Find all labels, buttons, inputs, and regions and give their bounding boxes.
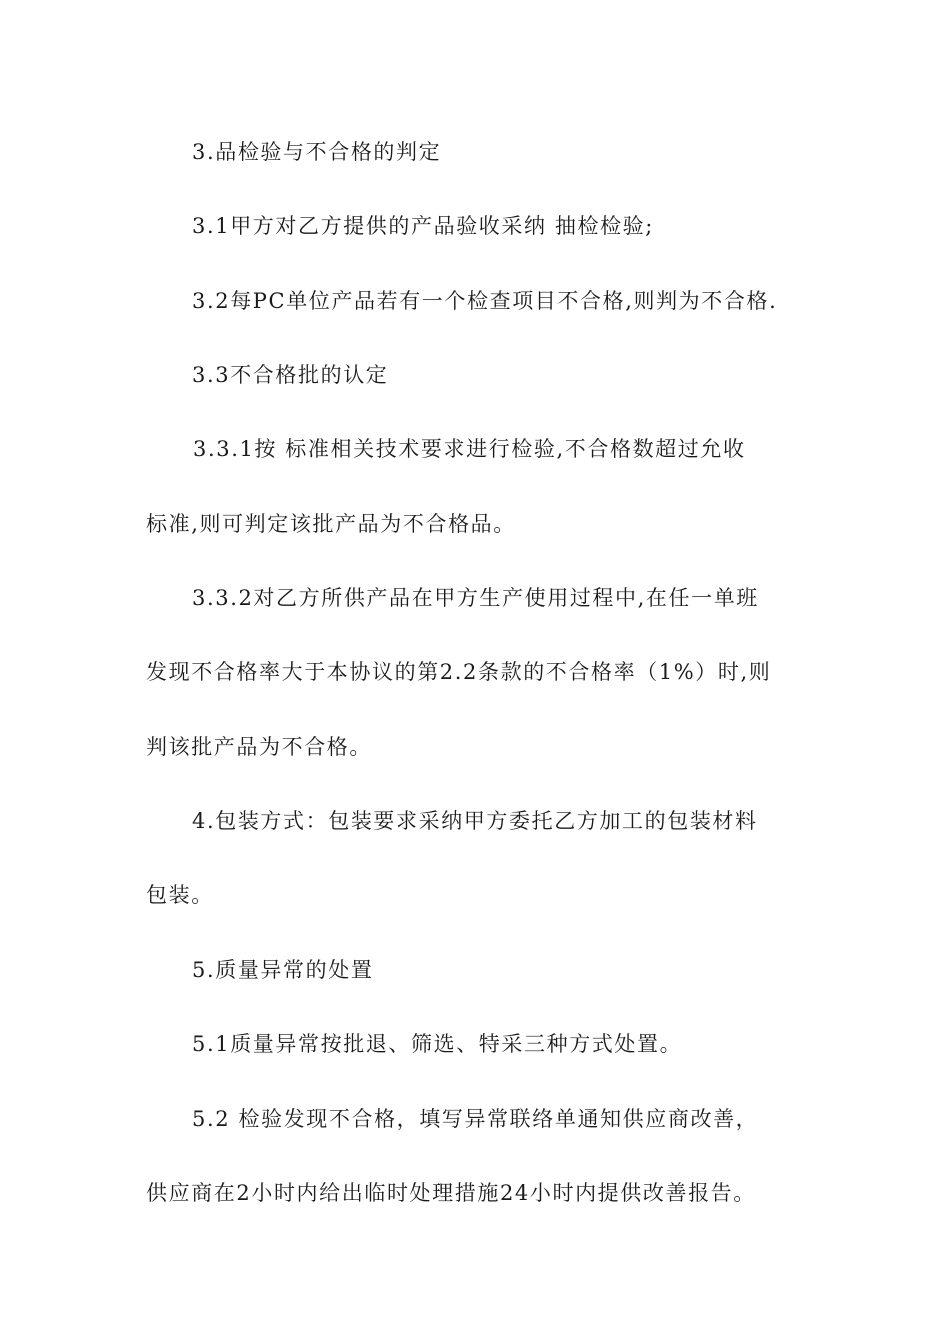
- clause-3-2: 3.2每PC单位产品若有一个检查项目不合格,则判为不合格.: [192, 289, 778, 313]
- clause-3-3-2-line-3: 判该批产品为不合格。: [146, 735, 372, 759]
- clause-5-2-line-2: 供应商在2小时内给出临时处理措施24小时内提供改善报告。: [146, 1181, 756, 1205]
- clause-5-2-line-1: 5.2 检验发现不合格，填写异常联络单通知供应商改善，: [192, 1107, 759, 1131]
- clause-5-1: 5.1质量异常按批退、筛选、特采三种方式处置。: [192, 1032, 683, 1056]
- clause-3-3-1-line-1: 3.3.1按 标准相关技术要求进行检验,不合格数超过允收: [193, 437, 746, 461]
- section-4-line-2: 包装。: [146, 883, 214, 907]
- section-4-line-1: 4.包装方式：包装要求采纳甲方委托乙方加工的包装材料: [192, 809, 758, 833]
- clause-3-3-heading: 3.3不合格批的认定: [192, 363, 389, 387]
- section-heading-3: 3.品检验与不合格的判定: [192, 140, 442, 164]
- section-heading-5: 5.质量异常的处置: [192, 958, 374, 982]
- clause-3-3-1-line-2: 标准,则可判定该批产品为不合格品。: [146, 512, 516, 536]
- clause-3-3-2-line-1: 3.3.2对乙方所供产品在甲方生产使用过程中,在任一单班: [192, 586, 759, 610]
- clause-3-1: 3.1甲方对乙方提供的产品验收采纳 抽检检验;: [192, 214, 654, 238]
- clause-3-3-2-line-2: 发现不合格率大于本协议的第2.2条款的不合格率（1%）时,则: [146, 660, 772, 684]
